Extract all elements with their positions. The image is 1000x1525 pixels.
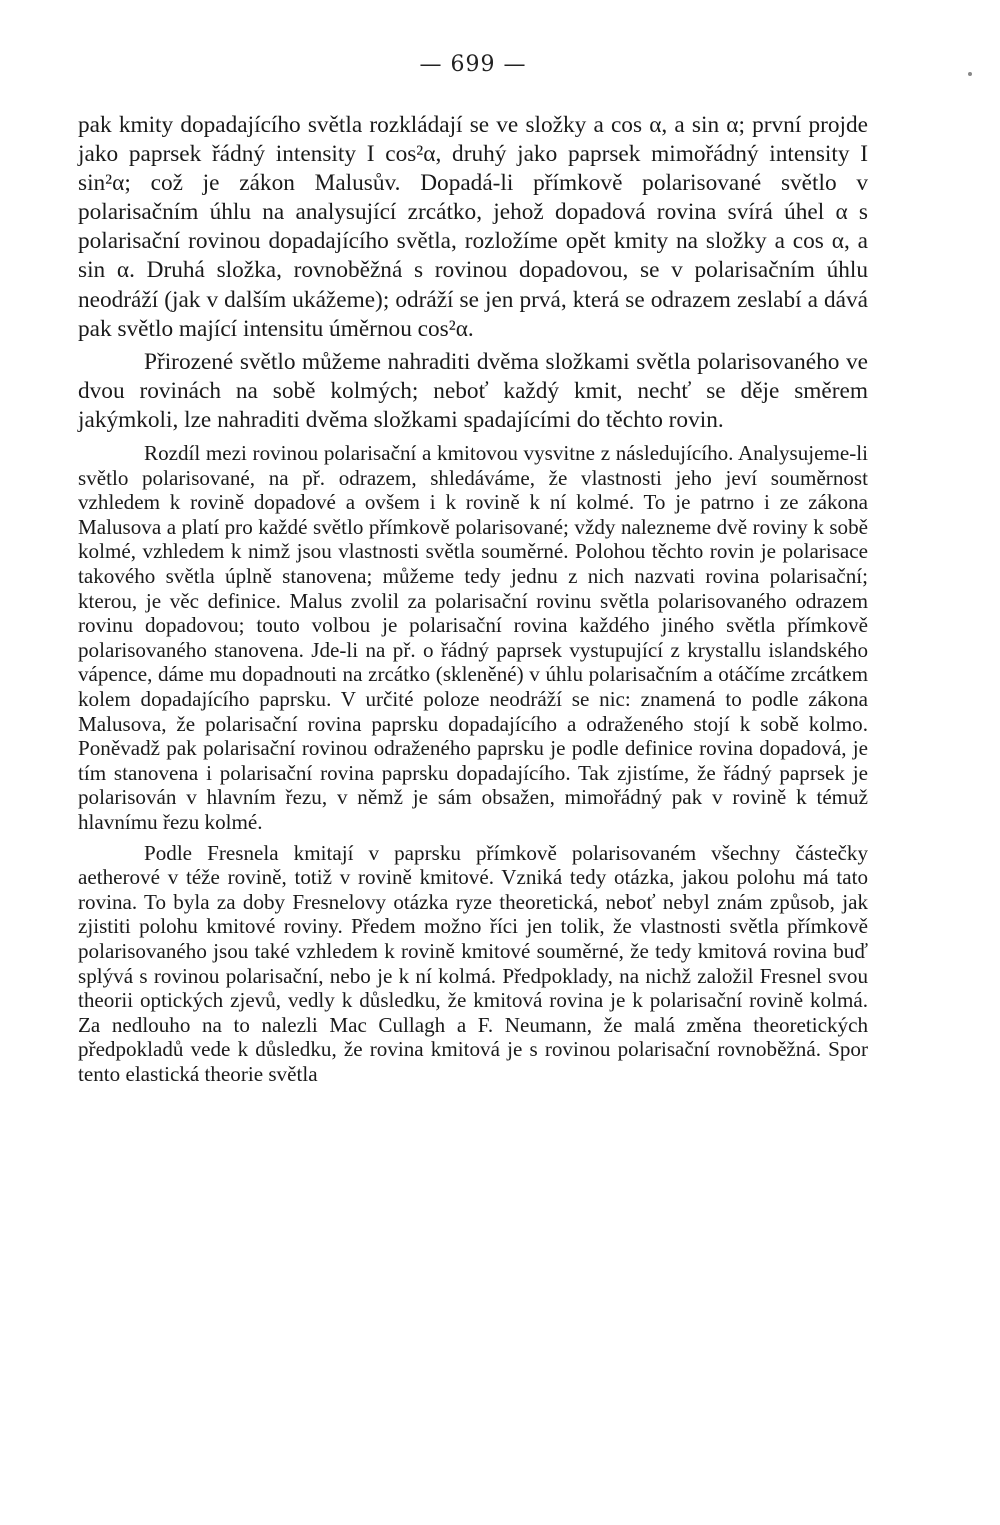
page-number: — 699 — [419,52,527,77]
page-body [78,52,868,1086]
paragraph-4: Podle Fresnela kmitají v paprsku přímkově polarisovaném všechny částečky aetherové v téže rovině, totiž v rovině kmitové. Vzniká tedy otázka, jakou polohu má tato rovina. To byla za doby Fresnelovy otázka ryze theoretická, neboť nebyl znám způsob, jak zjistiti polohu kmitové roviny. Předem možno říci jen tolik, že vlastnosti světla přímkově polarisovaného jsou také vzhledem k rovině kmitové souměrné, že tedy kmitová rovina buď splývá s rovinou polarisační, nebo je k ní kolmá. Předpoklady, na nichž založil Fresnel svou theorii optických zjevů, vedly k důsledku, že kmitová rovina je k polarisační rovině kolmá. Za nedlouho na to nalezli Mac Cullagh a F. Neumann, že malá změna theoretických předpokladů vede k důsledku, že rovina kmitová je s rovinou polarisační rovnoběžná. Spor tento elastická theorie světla [78,840,868,1086]
paragraph-2: Přirozené světlo můžeme nahraditi dvěma složkami světla polarisovaného ve dvou rovinách na sobě kolmých; neboť každý kmit, nechť se děje směrem jakýmkoli, lze nahraditi dvěma složkami spadajícími do těchto rovin. [78,348,868,433]
paragraph-1: pak kmity dopadajícího světla rozkládají se ve složky a cos α, a sin α; první projde jako paprsek řádný intensity I cos²α, druhý jako paprsek mimořádný intensity I sin²α; což je zákon Malusův. Dopadá-li přímkově polarisované světlo v polarisačním úhlu na analysující zrcátko, jehož dopadová rovina svírá úhel α s polarisační rovinou dopadajícího světla, rozložíme opět kmity na složky a cos α, a sin α. Druhá složka, rovnoběžná s rovinou dopadovou, se v polarisačním úhlu neodráží (jak v dalším ukážeme); odráží se jen prvá, která se odrazem zeslabí a dává pak světlo mající intensitu úměrnou cos²α. [78,112,868,342]
print-speck [968,72,972,76]
paragraph-3: Rozdíl mezi rovinou polarisační a kmitovou vysvitne z následujícího. Analysujeme-li světlo polarisované, na př. odrazem, shledáváme, že vlastnosti jeho jeví souměrnost vzhledem k rovině dopadové a ovšem i k rovině k ní kolmé. To je patrno i ze zákona Malusova a platí pro každé světlo přímkově polarisované; vždy nalezneme dvě roviny k sobě kolmé, vzhledem k nimž jsou vlastnosti světla souměrné. Polohou těchto rovin je polarisace takového světla úplně stanovena; můžeme tedy jednu z nich nazvati rovina polarisační; kterou, je věc definice. Malus zvolil za polarisační rovinu světla polarisovaného odrazem rovinu dopadovou; touto volbou je polarisační rovina každého jiného světla přímkově polarisovaného stanovena. Jde-li na př. o řádný paprsek vystupující z krystallu islandského vápence, dáme mu dopadnouti na zrcátko (skleněné) v úhlu polarisačním a otáčíme zrcátkem kolem dopadajícího paprsku. V určité poloze neodráží se nic: znamená to podle zákona Malusova, že polarisační rovina paprsku dopadajícího a odraženého stojí k sobě kolmo. Poněvadž pak polarisační rovinou odraženého paprsku je podle definice rovina dopadová, je tím stanovena i polarisační rovina paprsku dopadajícího. Tak zjistíme, že řádný paprsek je polarisován v hlavním řezu, v němž je sám obsažen, mimořádný pak v rovině k témuž hlavnímu řezu kolmé. [78,441,868,834]
